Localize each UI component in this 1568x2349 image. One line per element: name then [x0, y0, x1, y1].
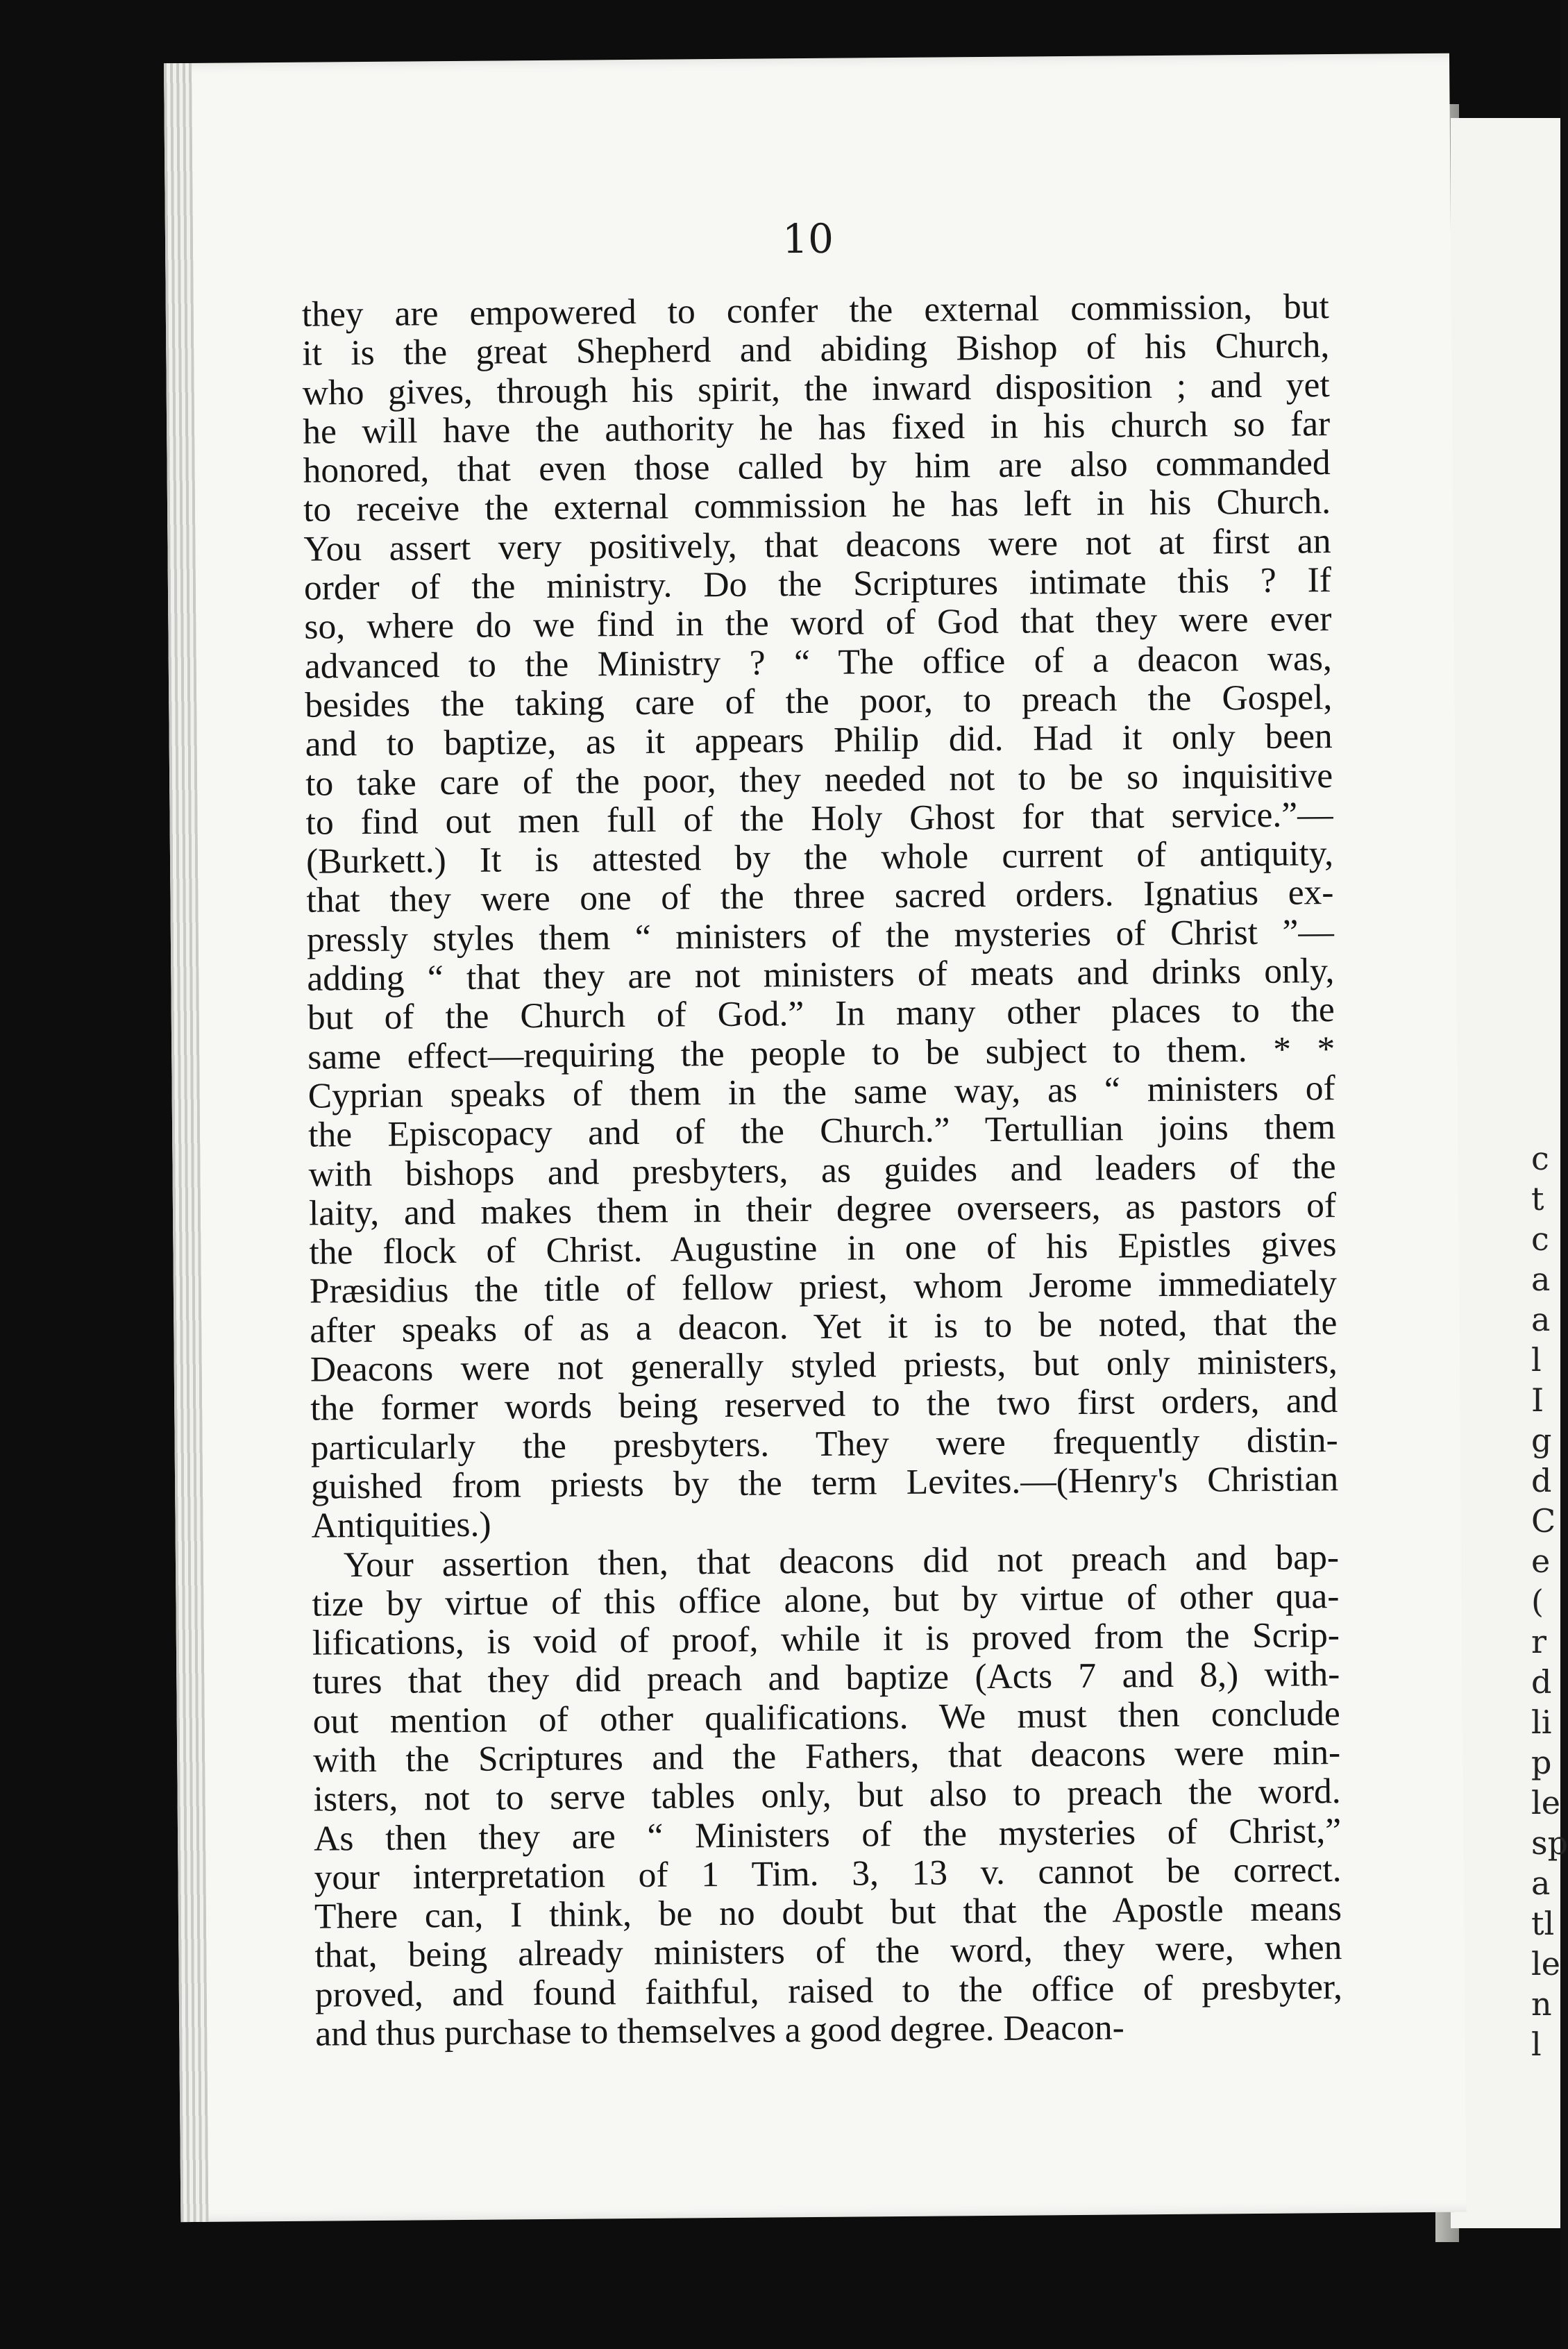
text-line: out mention of other qualifications. We must then conclude — [312, 1693, 1340, 1742]
text-line: Cyprian speaks of them in the same way, as “ ministers of — [307, 1068, 1335, 1116]
text-line: same effect—requiring the people to be subject to them. * * — [307, 1029, 1335, 1077]
text-line: to find out men full of the Holy Ghost for that service.”— — [305, 794, 1333, 843]
facing-page-letter: li — [1531, 1703, 1552, 1741]
text-line: but of the Church of God.” In many other places to the — [307, 990, 1335, 1038]
text-line: so, where do we find in the word of God that they were ever — [304, 599, 1332, 648]
text-line: laity, and makes them in their degree overseers, as pastors of — [308, 1185, 1337, 1234]
text-line: guished from priests by the term Levites.—(Henry's Christian — [310, 1458, 1339, 1507]
body-text — [302, 287, 1343, 2054]
text-line: There can, I think, be no doubt but that the Apostle means — [314, 1889, 1342, 1937]
facing-page-letter: d — [1531, 1663, 1552, 1701]
facing-page-letter: C — [1531, 1502, 1556, 1540]
text-line: proved, and found faithful, raised to the office of presbyter, — [314, 1967, 1343, 2015]
text-line: with the Scriptures and the Fathers, that deacons were min- — [313, 1733, 1341, 1780]
text-line: honored, that even those called by him are also commanded — [303, 443, 1331, 491]
facing-page-letter: sp — [1531, 1824, 1568, 1862]
text-line: As then they are “ Ministers of the mysteries of Christ,” — [313, 1810, 1342, 1859]
facing-page-letter: c — [1531, 1140, 1549, 1177]
facing-page-letter: a — [1531, 1261, 1551, 1298]
facing-page-letter: g — [1531, 1422, 1552, 1459]
facing-page-letter: c — [1531, 1220, 1549, 1258]
facing-page-letter: r — [1531, 1623, 1546, 1660]
page-number: 10 — [782, 214, 834, 263]
text-line: after speaks of as a deacon. Yet it is to be noted, that the — [310, 1302, 1338, 1351]
facing-page-letter: t — [1531, 1180, 1544, 1218]
facing-page-letter: p — [1531, 1744, 1552, 1781]
text-line: Præsidius the title of fellow priest, whom Jerome immediately — [309, 1263, 1338, 1312]
facing-page-letter: n — [1531, 1985, 1552, 2023]
text-line: the former words being reserved to the two first orders, and — [310, 1381, 1338, 1429]
facing-page-letter: I — [1531, 1381, 1544, 1419]
facing-page-letter: le — [1531, 1945, 1560, 1982]
text-line: pressly styles them “ ministers of the mysteries of Christ ”— — [306, 911, 1335, 960]
text-line: that they were one of the three sacred orders. Ignatius ex- — [306, 873, 1334, 921]
facing-page-letter: e — [1531, 1542, 1551, 1580]
text-line: Your assertion then, that deacons did not preach and bap- — [343, 1537, 1340, 1585]
facing-page-letter: a — [1531, 1864, 1551, 1902]
text-line: and to baptize, as it appears Philip did. Had it only been — [305, 716, 1333, 764]
text-line: to take care of the poor, they needed not to be so inquisitive — [305, 755, 1333, 804]
book-page — [164, 53, 1466, 2222]
text-line: You assert very positively, that deacons were not at first an — [303, 521, 1331, 569]
facing-page-letter: tl — [1531, 1905, 1555, 1942]
facing-page-letter: ( — [1531, 1583, 1544, 1620]
text-line: the flock of Christ. Augustine in one of his Epistles gives — [309, 1224, 1337, 1272]
text-line: he will have the authority he has fixed in his church so far — [302, 403, 1331, 452]
text-line: (Burkett.) It is attested by the whole current of antiquity, — [305, 834, 1334, 882]
facing-page-letter: le — [1531, 1784, 1560, 1821]
text-line: who gives, through his spirit, the inward disposition ; and yet — [302, 364, 1330, 413]
text-line: they are empowered to confer the external commission, but — [301, 287, 1330, 335]
text-line: the Episcopacy and of the Church.” Tertullian joins them — [307, 1107, 1336, 1155]
text-line: that, being already ministers of the word, they were, when — [314, 1928, 1342, 1976]
text-line: to receive the external commission he has left in his Church. — [303, 482, 1331, 530]
text-line: lifications, is void of proof, while it is proved from the Scrip- — [312, 1615, 1340, 1663]
facing-page-letter: l — [1531, 2026, 1542, 2063]
text-line: your interpretation of 1 Tim. 3, 13 v. cannot be correct. — [314, 1849, 1342, 1898]
text-line: adding “ that they are not ministers of meats and drinks only, — [307, 951, 1335, 999]
text-line: isters, not to serve tables only, but also to preach the word. — [313, 1771, 1341, 1819]
page-binding-edge — [164, 63, 208, 2222]
text-line: tize by virtue of this office alone, but by virtue of other qua- — [312, 1576, 1340, 1624]
text-line: Antiquities.) — [311, 1504, 491, 1546]
text-line: particularly the presbyters. They were frequently distin- — [310, 1420, 1338, 1468]
facing-page-letter: a — [1531, 1301, 1551, 1338]
text-line: Deacons were not generally styled priests, but only ministers, — [310, 1342, 1338, 1390]
facing-page-letter: d — [1531, 1462, 1552, 1499]
text-line: it is the great Shepherd and abiding Bishop of his Church, — [302, 326, 1330, 374]
text-line: besides the taking care of the poor, to preach the Gospel, — [305, 677, 1333, 725]
facing-page-edge-text — [1531, 1138, 1568, 2064]
text-line: advanced to the Ministry ? “ The office of a deacon was, — [304, 638, 1333, 687]
text-line: order of the ministry. Do the Scriptures intimate this ? If — [303, 560, 1332, 608]
text-line: with bishops and presbyters, as guides and leaders of the — [308, 1146, 1336, 1195]
text-line: tures that they did preach and baptize (Acts 7 and 8,) with- — [312, 1654, 1340, 1703]
text-line: and thus purchase to themselves a good degree. Deacon- — [315, 2007, 1125, 2054]
facing-page-letter: l — [1531, 1341, 1542, 1379]
